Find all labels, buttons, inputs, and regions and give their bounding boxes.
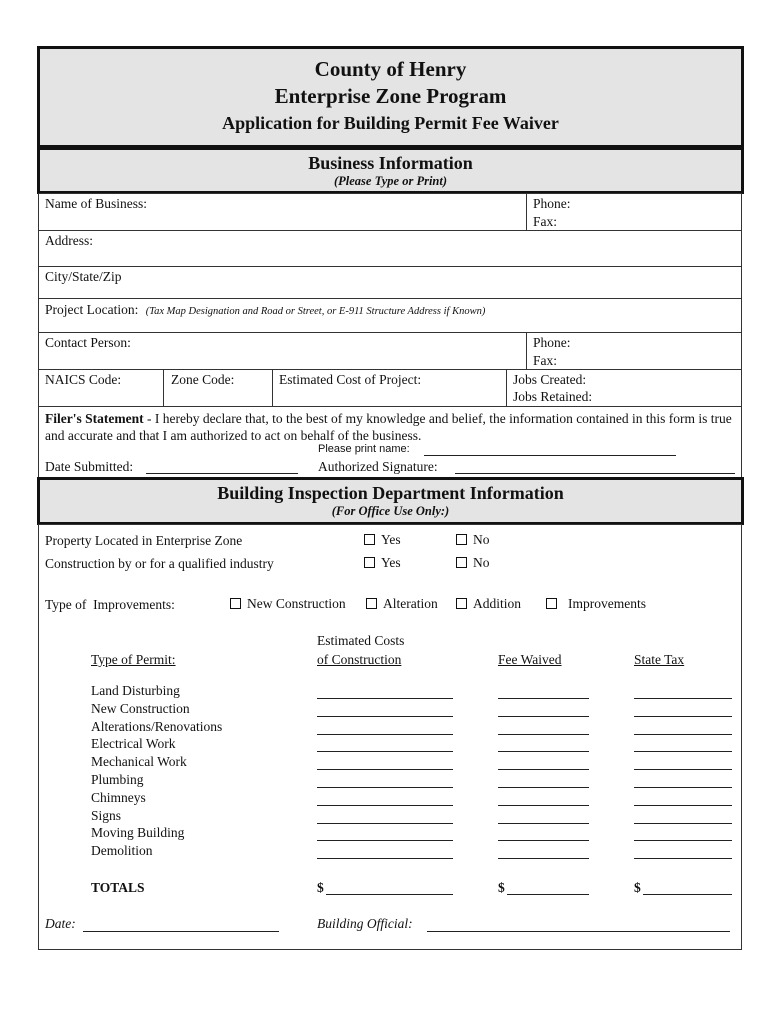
permit-type-label: Mechanical Work (91, 754, 187, 770)
permit-est-cost-line[interactable] (317, 751, 453, 752)
business-info-header (37, 148, 744, 194)
permit-state-tax-line[interactable] (634, 769, 732, 770)
no-label: No (473, 532, 490, 547)
permit-state-tax-line[interactable] (634, 858, 732, 859)
totals-est-currency: $ (317, 880, 324, 895)
form-title-box (37, 46, 744, 148)
filer-statement-label: Filer's Statement (45, 411, 144, 426)
permit-est-cost-line[interactable] (317, 840, 453, 841)
col-type-of-permit: Type of Permit: (91, 652, 176, 667)
address-field[interactable]: Address: (45, 233, 93, 248)
permit-fee-waived-line[interactable] (498, 805, 589, 806)
checkbox-icon[interactable] (456, 598, 467, 609)
checkbox-icon[interactable] (230, 598, 241, 609)
checkbox-icon[interactable] (364, 557, 375, 568)
date-submitted-line[interactable] (146, 473, 298, 474)
office-date-line[interactable] (83, 931, 279, 932)
checkbox-icon[interactable] (456, 534, 467, 545)
improvement-label: Improvements (568, 596, 646, 611)
jobs-retained-field[interactable]: Jobs Retained: (513, 389, 593, 404)
building-official-line[interactable] (427, 931, 730, 932)
col-estimated-costs-bottom: of Construction (317, 652, 402, 667)
project-location-field[interactable] (45, 302, 485, 318)
permit-type-label: Moving Building (91, 825, 185, 841)
permit-type-label: Chimneys (91, 789, 146, 805)
permit-state-tax-line[interactable] (634, 716, 732, 717)
business-phone-field[interactable]: Phone: (533, 196, 571, 211)
business-fax-field[interactable]: Fax: (533, 214, 558, 229)
improvement-addition[interactable] (456, 596, 521, 612)
county-title: County of Henry (314, 57, 467, 81)
permit-state-tax-line[interactable] (634, 840, 732, 841)
totals-fee-line[interactable] (507, 894, 589, 895)
business-info-subheading: (Please Type or Print) (333, 174, 448, 188)
permit-fee-waived-line[interactable] (498, 716, 589, 717)
enterprise-zone-yes[interactable] (364, 532, 401, 548)
permit-est-cost-line[interactable] (317, 698, 453, 699)
building-official-label: Building Official: (317, 916, 413, 931)
permit-state-tax-line[interactable] (634, 751, 732, 752)
contact-phone-field[interactable]: Phone: (533, 335, 571, 350)
permit-est-cost-line[interactable] (317, 787, 453, 788)
inspection-subheading: (For Office Use Only:) (331, 504, 450, 518)
enterprise-zone-label: Property Located in Enterprise Zone (45, 533, 243, 548)
print-name-line[interactable] (424, 455, 676, 456)
authorized-signature-label: Authorized Signature: (318, 459, 438, 474)
col-fee-waived: Fee Waived (498, 652, 562, 667)
naics-code-field[interactable]: NAICS Code: (45, 372, 122, 387)
permit-fee-waived-line[interactable] (498, 840, 589, 841)
form-title: Application for Building Permit Fee Waiver (222, 113, 559, 133)
contact-fax-field[interactable]: Fax: (533, 353, 558, 368)
permit-est-cost-line[interactable] (317, 716, 453, 717)
filer-statement (45, 410, 735, 444)
filer-statement-text: - I hereby declare that, to the best of my knowledge and belief, the information contained in this form is true and accurate and that I am authorized to act on behalf of the business. (45, 411, 732, 443)
inspection-header (37, 477, 744, 525)
city-state-zip-field[interactable]: City/State/Zip (45, 269, 122, 284)
improvement-label: Alteration (383, 596, 438, 611)
permit-est-cost-line[interactable] (317, 858, 453, 859)
qualified-industry-label: Construction by or for a qualified industry (45, 556, 274, 571)
permit-fee-waived-line[interactable] (498, 858, 589, 859)
improvement-label: Addition (473, 596, 522, 611)
permit-fee-waived-line[interactable] (498, 823, 589, 824)
permit-est-cost-line[interactable] (317, 734, 453, 735)
permit-fee-waived-line[interactable] (498, 734, 589, 735)
permit-state-tax-line[interactable] (634, 823, 732, 824)
checkbox-icon[interactable] (456, 557, 467, 568)
improvements-label: Type of Improvements: (45, 597, 175, 612)
permit-est-cost-line[interactable] (317, 769, 453, 770)
qualified-industry-no[interactable] (456, 555, 490, 571)
permit-fee-waived-line[interactable] (498, 769, 589, 770)
enterprise-zone-no[interactable] (456, 532, 490, 548)
checkbox-icon[interactable] (364, 534, 375, 545)
jobs-created-field[interactable]: Jobs Created: (513, 372, 587, 387)
zone-code-field[interactable]: Zone Code: (171, 372, 235, 387)
permit-type-label: Plumbing (91, 772, 144, 787)
improvement-new-construction[interactable] (230, 596, 346, 612)
business-name-field[interactable]: Name of Business: (45, 196, 147, 211)
permit-state-tax-line[interactable] (634, 734, 732, 735)
project-location-label: Project Location: (45, 302, 139, 317)
permit-type-label: Electrical Work (91, 736, 176, 752)
improvement-alteration[interactable] (366, 596, 438, 612)
project-location-note: (Tax Map Designation and Road or Street, or E-911 Structure Address if Known) (145, 306, 486, 317)
qualified-industry-yes[interactable] (364, 555, 401, 571)
permit-type-label: Signs (91, 807, 122, 823)
improvement-improvements[interactable] (546, 596, 646, 612)
permit-state-tax-line[interactable] (634, 698, 732, 699)
inspection-heading: Building Inspection Department Information (217, 483, 564, 503)
program-title: Enterprise Zone Program (274, 84, 507, 108)
permit-est-cost-line[interactable] (317, 823, 453, 824)
office-date-label: Date: (45, 916, 76, 931)
totals-tax-currency: $ (634, 880, 641, 895)
date-submitted-label: Date Submitted: (45, 459, 134, 474)
yes-label: Yes (381, 555, 401, 570)
permit-type-label: Alterations/Renovations (91, 718, 223, 734)
totals-est-line[interactable] (326, 894, 453, 895)
totals-label: TOTALS (91, 880, 145, 895)
permit-fee-waived-line[interactable] (498, 751, 589, 752)
print-name-label: Please print name: (318, 443, 410, 455)
permit-fee-waived-line[interactable] (498, 787, 589, 788)
col-state-tax: State Tax (634, 652, 685, 667)
permit-state-tax-line[interactable] (634, 805, 732, 806)
contact-person-field[interactable]: Contact Person: (45, 335, 131, 350)
yes-label: Yes (381, 532, 401, 547)
permit-type-label: New Construction (91, 700, 190, 716)
totals-fee-currency: $ (498, 880, 505, 895)
checkbox-icon[interactable] (366, 598, 377, 609)
totals-tax-line[interactable] (643, 894, 732, 895)
improvement-label: New Construction (247, 596, 346, 611)
authorized-signature-line[interactable] (455, 473, 735, 474)
permit-type-label: Demolition (91, 843, 153, 859)
permit-est-cost-line[interactable] (317, 805, 453, 806)
permit-type-label: Land Disturbing (91, 683, 180, 698)
business-info-heading: Business Information (308, 153, 473, 173)
col-estimated-costs-top: Estimated Costs (317, 633, 405, 648)
permit-state-tax-line[interactable] (634, 787, 732, 788)
checkbox-icon[interactable] (546, 598, 557, 609)
no-label: No (473, 555, 490, 570)
estimated-cost-field[interactable]: Estimated Cost of Project: (279, 372, 422, 387)
permit-fee-waived-line[interactable] (498, 698, 589, 699)
